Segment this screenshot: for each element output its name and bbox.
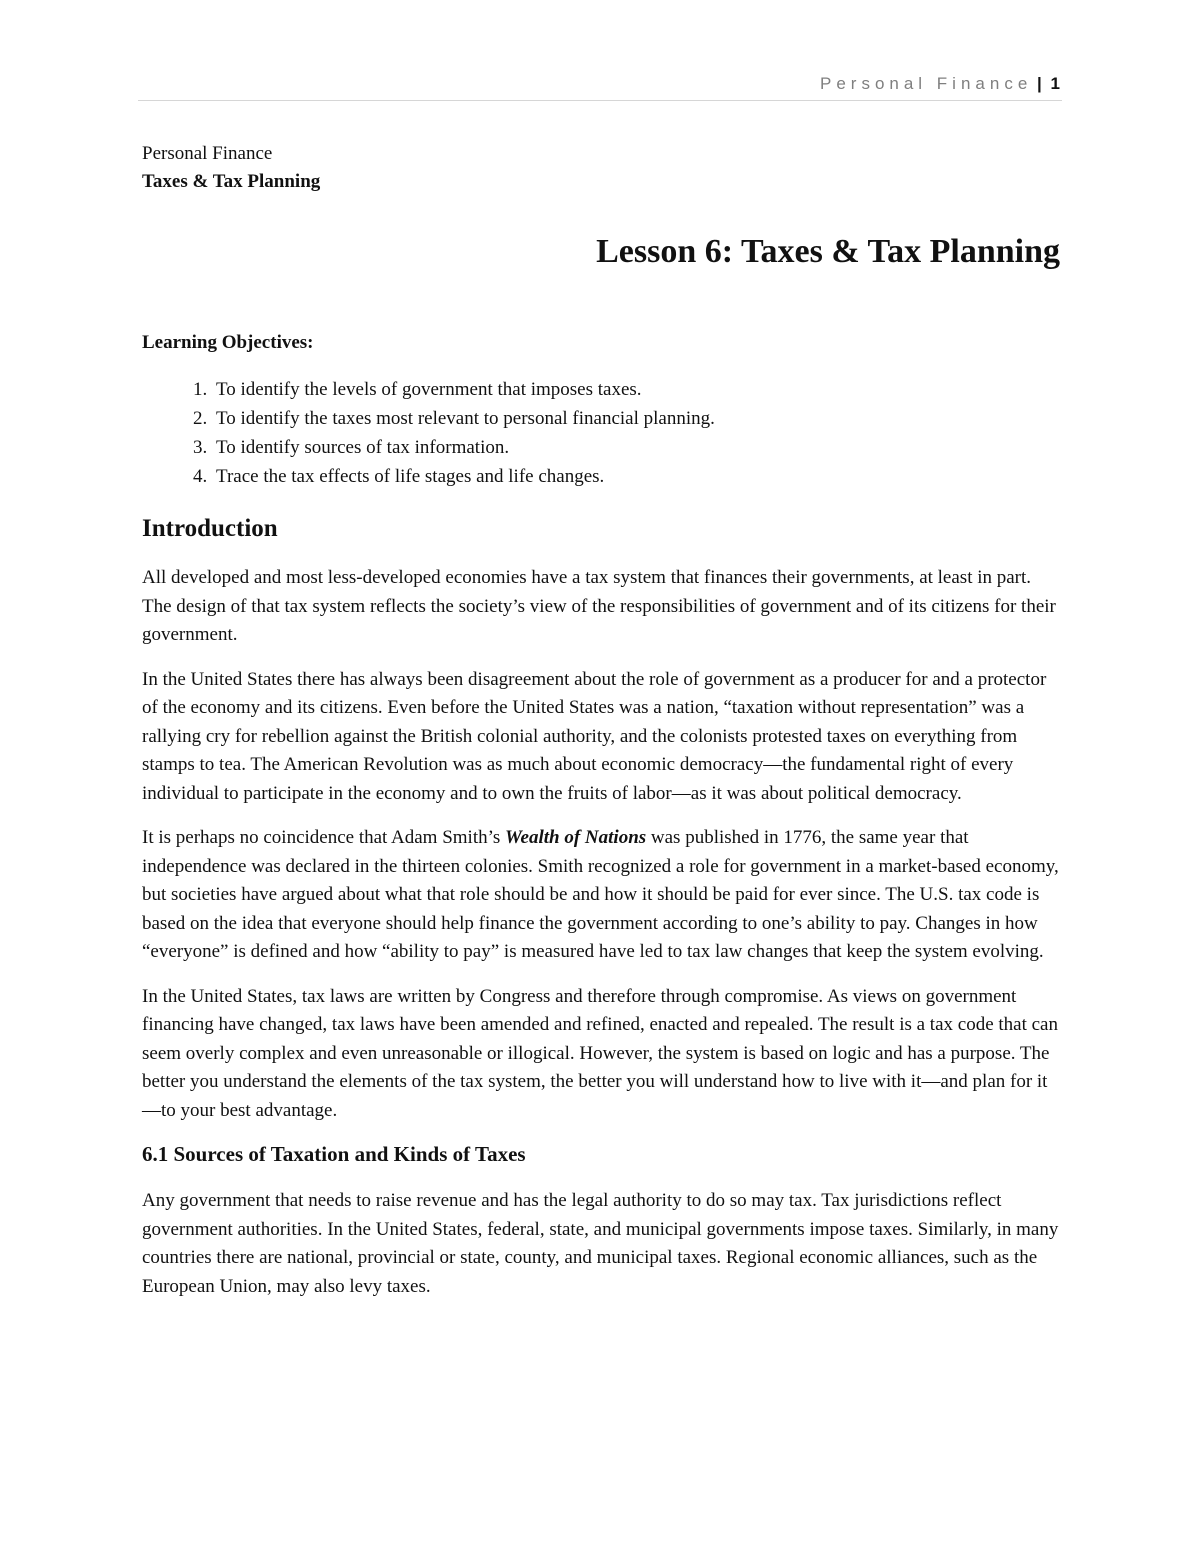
course-title: Personal Finance: [142, 143, 273, 164]
objective-item: 4. Trace the tax effects of life stages and life changes.: [212, 462, 1060, 491]
section-6-1-heading: 6.1 Sources of Taxation and Kinds of Taxes: [142, 1142, 526, 1166]
intro-paragraph: All developed and most less-developed economies have a tax system that finances their governments, at least in part. The design of that tax system reflects the society’s view of the responsibilities of government and of its citizens for their government.: [142, 567, 1056, 645]
running-title: Personal Finance: [819, 74, 1033, 93]
paragraph-text: It is perhaps no coincidence that Adam Smith’s: [142, 827, 506, 848]
intro-paragraph: In the United States there has always been disagreement about the role of government as a producer for and a protector of the economy and its citizens. Even before the United States was a nation, “taxation without representation” was a rallying cry for rebellion against the British colonial authority, and the colonists protested taxes on everything from stamps to tea. The American Revolution was as much about economic democracy—the fundamental right of every individual to participate in the economy and to own the fruits of labor—as it was about political democracy.: [142, 668, 1047, 804]
objective-item: 3. To identify sources of tax information.: [212, 433, 1060, 462]
header-divider: [138, 100, 1062, 101]
header-separator: |: [1037, 74, 1042, 93]
intro-paragraph: [142, 824, 1060, 967]
intro-paragraph: In the United States, tax laws are written by Congress and therefore through compromise. As views on government financing have changed, tax laws have been amended and refined, enacted and repealed. The result is a tax code that can seem overly complex and even unreasonable or illogical. However, the system is based on logic and has a purpose. The better you understand the elements of the tax system, the better you will understand how to live with it—and plan for it—to your best advantage.: [142, 985, 1058, 1121]
document-body: [142, 140, 1060, 1301]
document-subtitle: Taxes & Tax Planning: [142, 171, 321, 192]
introduction-heading: Introduction: [142, 515, 278, 542]
page-header: [140, 73, 1060, 95]
page-number: 1: [1050, 74, 1060, 93]
objective-item: 2. To identify the taxes most relevant to personal financial planning.: [212, 404, 1060, 433]
objective-item: 1. To identify the levels of government that imposes taxes.: [212, 375, 1060, 404]
paragraph-text: was published in 1776, the same year that independence was declared in the thirteen colonies. Smith recognized a role for government in a market-based economy, but societies have argued about what that role should be and how it should be paid for ever since. The U.S. tax code is based on the idea that everyone should help finance the government according to one’s ability to pay. Changes in how “everyone” is defined and how “ability to pay” is measured have led to tax law changes that keep the system evolving.: [142, 827, 1059, 962]
book-title: Wealth of Nations: [505, 827, 647, 848]
objectives-heading: Learning Objectives:: [142, 332, 314, 353]
section-6-1-paragraph: Any government that needs to raise revenue and has the legal authority to do so may tax. Tax jurisdictions reflect government authorities. In the United States, federal, state, and municipal governments impose taxes. Similarly, in many countries there are national, provincial or state, county, and municipal taxes. Regional economic alliances, such as the European Union, may also levy taxes.: [142, 1190, 1059, 1297]
lesson-title: Lesson 6: Taxes & Tax Planning: [596, 233, 1060, 270]
objectives-list: [142, 375, 1060, 491]
